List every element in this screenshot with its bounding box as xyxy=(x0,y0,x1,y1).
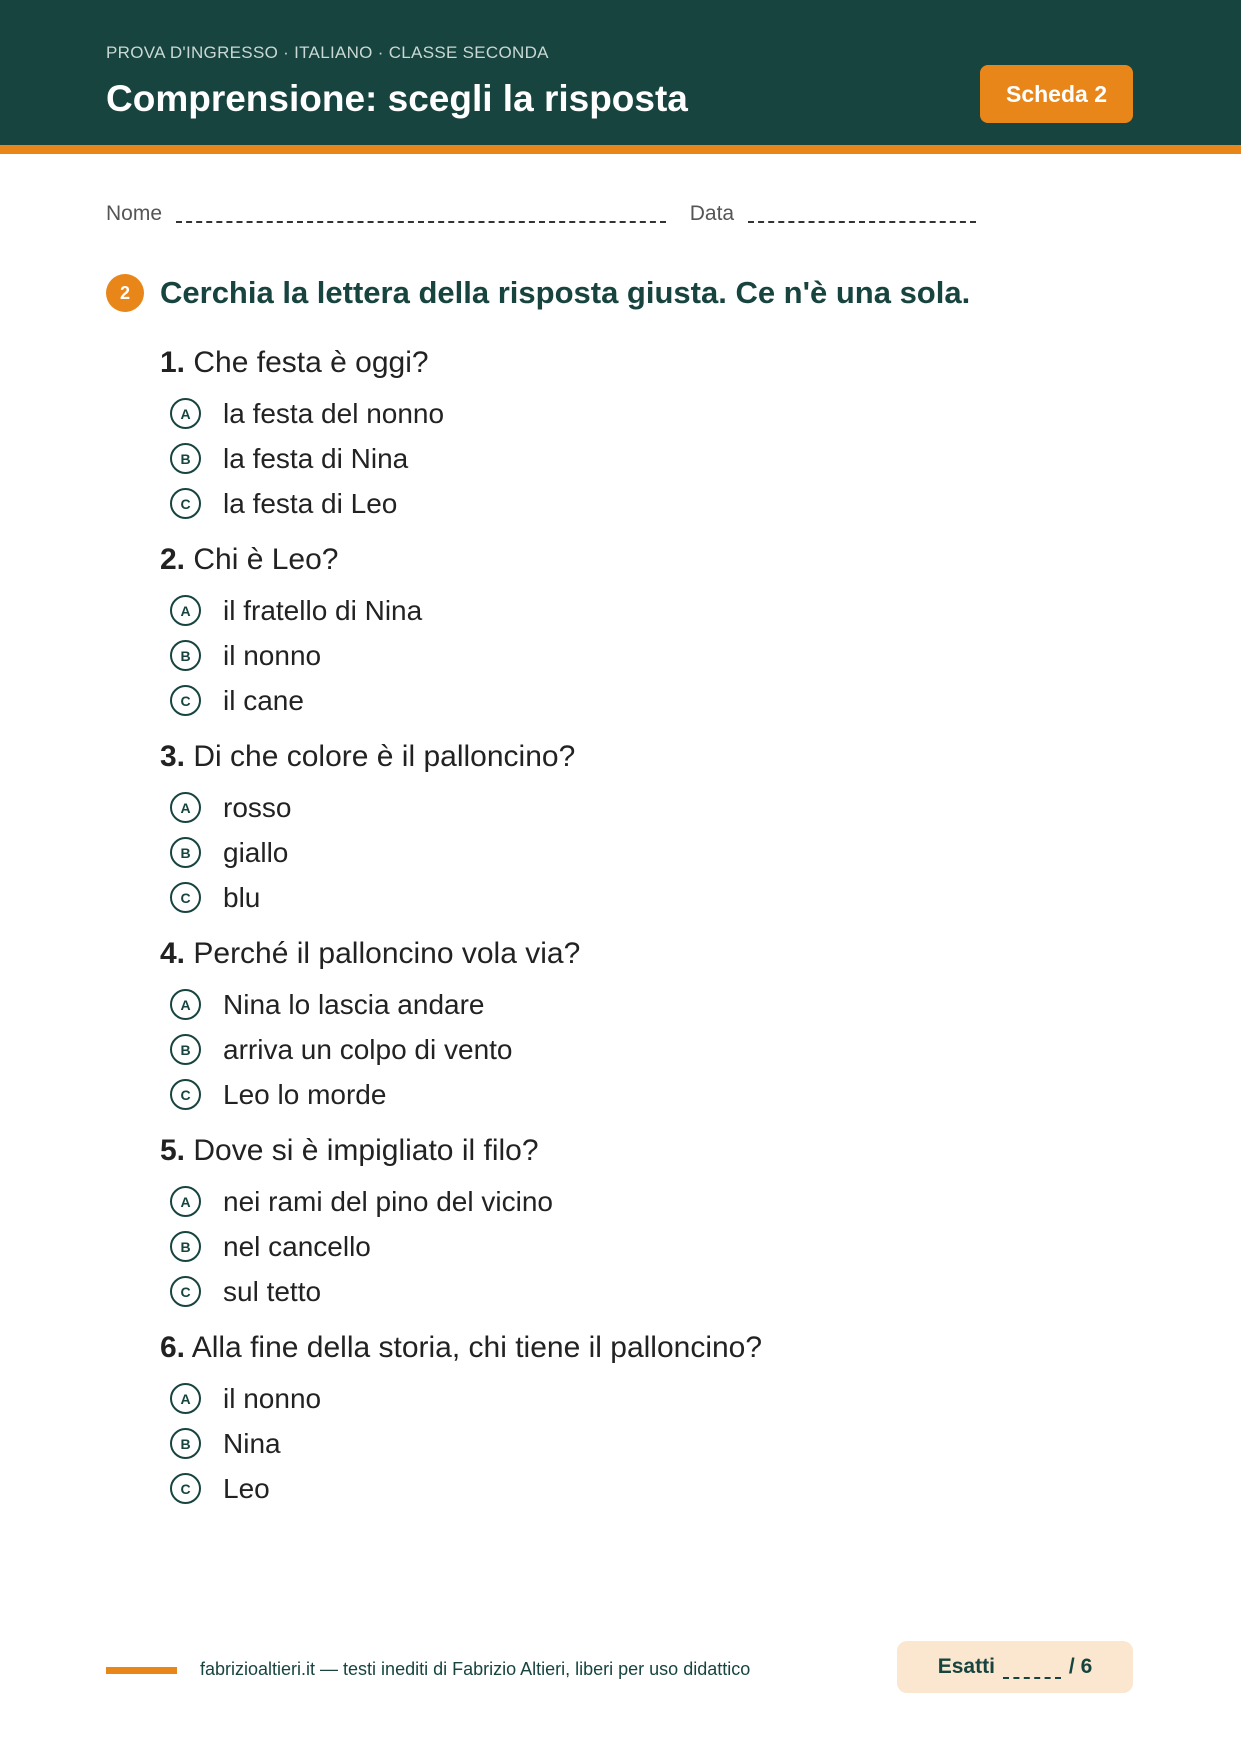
option-letter-circle[interactable]: B xyxy=(170,1231,201,1262)
option-letter-circle[interactable]: B xyxy=(170,1034,201,1065)
option-text: sul tetto xyxy=(223,1275,322,1307)
question-text: Perché il palloncino vola via? xyxy=(193,937,581,970)
option-text: blu xyxy=(223,881,261,913)
option-text: arriva un colpo di vento xyxy=(223,1033,513,1065)
option-letter-circle[interactable]: C xyxy=(170,1079,201,1110)
question-number: 2. xyxy=(160,543,186,576)
page-header xyxy=(0,0,1241,154)
option-a[interactable] xyxy=(160,391,1160,436)
option-letter-circle[interactable]: A xyxy=(170,989,201,1020)
option-c[interactable] xyxy=(160,481,1160,526)
option-a[interactable] xyxy=(160,588,1160,633)
option-letter-circle[interactable]: C xyxy=(170,882,201,913)
date-label: Data xyxy=(689,202,735,225)
option-letter-circle[interactable]: C xyxy=(170,1276,201,1307)
option-text: il fratello di Nina xyxy=(223,594,423,626)
option-text: il nonno xyxy=(223,1382,322,1414)
option-letter-circle[interactable]: C xyxy=(170,1473,201,1504)
score-blank[interactable] xyxy=(1003,1659,1061,1679)
option-b[interactable] xyxy=(160,436,1160,481)
question-text: Che festa è oggi? xyxy=(193,346,429,379)
question-text: Chi è Leo? xyxy=(193,543,339,576)
option-text: giallo xyxy=(223,836,289,868)
question-text: Di che colore è il palloncino? xyxy=(193,740,576,773)
score-total: / 6 xyxy=(1068,1655,1093,1678)
option-letter-circle[interactable]: B xyxy=(170,443,201,474)
option-b[interactable] xyxy=(160,1421,1160,1466)
header-kicker: PROVA D'INGRESSO · ITALIANO · CLASSE SECONDA xyxy=(106,43,549,62)
option-text: il cane xyxy=(223,684,304,716)
option-text: la festa del nonno xyxy=(223,397,445,429)
option-text: il nonno xyxy=(223,639,322,671)
question-title xyxy=(160,343,1160,391)
option-b[interactable] xyxy=(160,1224,1160,1269)
question-number: 6. xyxy=(160,1331,186,1364)
question-text: Alla fine della storia, chi tiene il palloncino? xyxy=(191,1331,763,1364)
option-letter-circle[interactable]: B xyxy=(170,640,201,671)
option-text: Nina xyxy=(223,1427,281,1459)
question-4 xyxy=(160,934,1160,1131)
student-fields xyxy=(106,202,976,226)
option-c[interactable] xyxy=(160,1269,1160,1314)
question-number: 1. xyxy=(160,346,186,379)
option-b[interactable] xyxy=(160,633,1160,678)
scheda-badge: Scheda 2 xyxy=(980,65,1133,123)
option-c[interactable] xyxy=(160,1466,1160,1511)
option-a[interactable] xyxy=(160,1179,1160,1224)
instruction-text: Cerchia la lettera della risposta giusta. Ce n'è una sola. xyxy=(160,275,971,310)
score-label: Esatti xyxy=(937,1655,995,1678)
question-2 xyxy=(160,540,1160,737)
name-label: Nome xyxy=(106,202,163,225)
option-letter-circle[interactable]: A xyxy=(170,1186,201,1217)
question-6 xyxy=(160,1328,1160,1525)
option-letter-circle[interactable]: A xyxy=(170,595,201,626)
option-letter-circle[interactable]: A xyxy=(170,398,201,429)
option-letter-circle[interactable]: C xyxy=(170,488,201,519)
option-a[interactable] xyxy=(160,982,1160,1027)
question-1 xyxy=(160,343,1160,540)
instruction xyxy=(106,274,970,312)
option-text: Leo xyxy=(223,1472,270,1504)
question-title xyxy=(160,1328,1160,1376)
option-b[interactable] xyxy=(160,830,1160,875)
instruction-number-badge: 2 xyxy=(106,274,144,312)
question-3 xyxy=(160,737,1160,934)
option-c[interactable] xyxy=(160,875,1160,920)
date-line[interactable] xyxy=(748,199,976,223)
option-a[interactable] xyxy=(160,1376,1160,1421)
footer-accent-bar xyxy=(106,1667,177,1674)
question-title xyxy=(160,737,1160,785)
question-number: 3. xyxy=(160,740,186,773)
option-text: la festa di Leo xyxy=(223,487,398,519)
option-text: la festa di Nina xyxy=(223,442,409,474)
question-title xyxy=(160,934,1160,982)
question-text: Dove si è impigliato il filo? xyxy=(193,1134,539,1167)
option-letter-circle[interactable]: A xyxy=(170,1383,201,1414)
option-letter-circle[interactable]: A xyxy=(170,792,201,823)
option-c[interactable] xyxy=(160,678,1160,723)
question-number: 5. xyxy=(160,1134,186,1167)
option-text: nei rami del pino del vicino xyxy=(223,1185,553,1217)
page-title: Comprensione: scegli la risposta xyxy=(106,78,688,119)
option-letter-circle[interactable]: B xyxy=(170,1428,201,1459)
option-b[interactable] xyxy=(160,1027,1160,1072)
option-text: rosso xyxy=(223,791,292,823)
question-title xyxy=(160,1131,1160,1179)
question-5 xyxy=(160,1131,1160,1328)
option-a[interactable] xyxy=(160,785,1160,830)
question-list xyxy=(160,343,1160,1525)
score-box xyxy=(897,1641,1133,1693)
option-c[interactable] xyxy=(160,1072,1160,1117)
question-number: 4. xyxy=(160,937,186,970)
question-title xyxy=(160,540,1160,588)
option-text: Nina lo lascia andare xyxy=(223,988,485,1020)
option-letter-circle[interactable]: C xyxy=(170,685,201,716)
option-letter-circle[interactable]: B xyxy=(170,837,201,868)
footer-credit: fabrizioaltieri.it — testi inediti di Fabrizio Altieri, liberi per uso didattico xyxy=(200,1659,751,1679)
name-line[interactable] xyxy=(176,199,666,223)
option-text: Leo lo morde xyxy=(223,1078,387,1110)
option-text: nel cancello xyxy=(223,1230,371,1262)
